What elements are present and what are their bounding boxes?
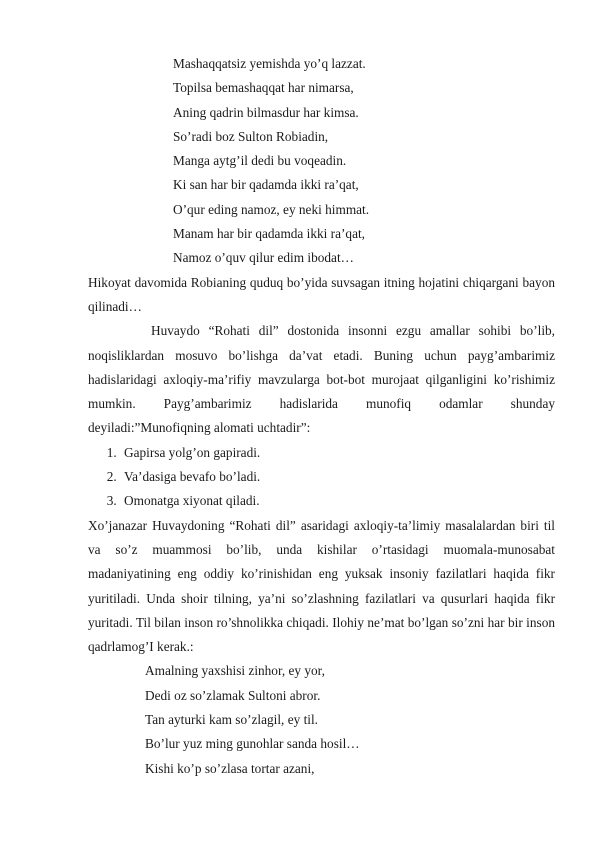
page-content (88, 52, 555, 781)
poem-block-2 (88, 659, 555, 780)
paragraph-huvaydo: Huvaydo “Rohati dil” dostonida insonni ezgu amallar sohibi bo’lib, noqisliklardan mosuvo bo’lishga da’vat etadi. Buning uchun payg’ambarimiz hadislaridagi axloqiy-ma’rifiy mavzularga bot-bot murojaat qilganligini ko’rishimiz mumkin. Payg’ambarimiz hadislarida munofiq odamlar shunday deyiladi:”Munofiqning alomati uchtadir”: (88, 323, 555, 436)
poem-line: Bo’lur yuz ming gunohlar sanda hosil… (145, 736, 360, 752)
paragraph-til-va-soz: Xo’janazar Huvaydoning “Rohati dil” asaridagi axloqiy-ta’limiy masalalardan biri til va so’z muammosi bo’lib, unda kishilar o’rtasidagi muomala-munosabat madaniyatining eng oddiy ko’rinishidan eng yuksak insoniy fazilatlari haqida fikr yuritiladi. Unda shoir tilning, ya’ni so’zlashning fazilatlari va qusurlari haqida fikr yuritadi. Til bilan inson ro’shnolikka chiqadi. Ilohiy ne’mat bo’lgan so’zni har bir inson qadrlamog’I kerak.: (88, 517, 555, 655)
poem-line: Topilsa bemashaqqat har nimarsa, (173, 80, 354, 96)
list-item: 3. Omonatga xiyonat qiladi. (120, 489, 555, 513)
poem-line: Kishi ko’p so’zlasa tortar azani, (145, 760, 315, 776)
poem-line: So’radi boz Sulton Robiadin, (173, 128, 329, 144)
poem-line: Manga aytg’il dedi bu voqeadin. (173, 153, 347, 169)
poem-block-1 (88, 52, 555, 271)
poem-line: Ki san har bir qadamda ikki ra’qat, (173, 177, 359, 193)
paragraph-hikoyat: Hikoyat davomida Robianing quduq bo’yida suvsagan itning hojatini chiqargani bayon qilinadi… (88, 274, 555, 314)
numbered-list (88, 441, 555, 514)
poem-line: Tan ayturki kam so’zlagil, ey til. (145, 712, 318, 728)
poem-line: O’qur eding namoz, ey neki himmat. (173, 201, 370, 217)
poem-line: Manam har bir qadamda ikki ra’qat, (173, 226, 365, 242)
poem-line: Mashaqqatsiz yemishda yo’q lazzat. (173, 56, 366, 71)
list-item: 2. Va’dasiga bevafo bo’ladi. (120, 465, 555, 489)
poem-line: Namoz o’quv qilur edim ibodat… (173, 250, 354, 266)
list-item: 1. Gapirsa yolg’on gapiradi. (120, 441, 555, 465)
poem-line: Dedi oz so’zlamak Sultoni abror. (145, 687, 321, 703)
poem-line: Amalning yaxshisi zinhor, ey yor, (145, 663, 325, 679)
poem-line: Aning qadrin bilmasdur har kimsa. (173, 104, 359, 120)
